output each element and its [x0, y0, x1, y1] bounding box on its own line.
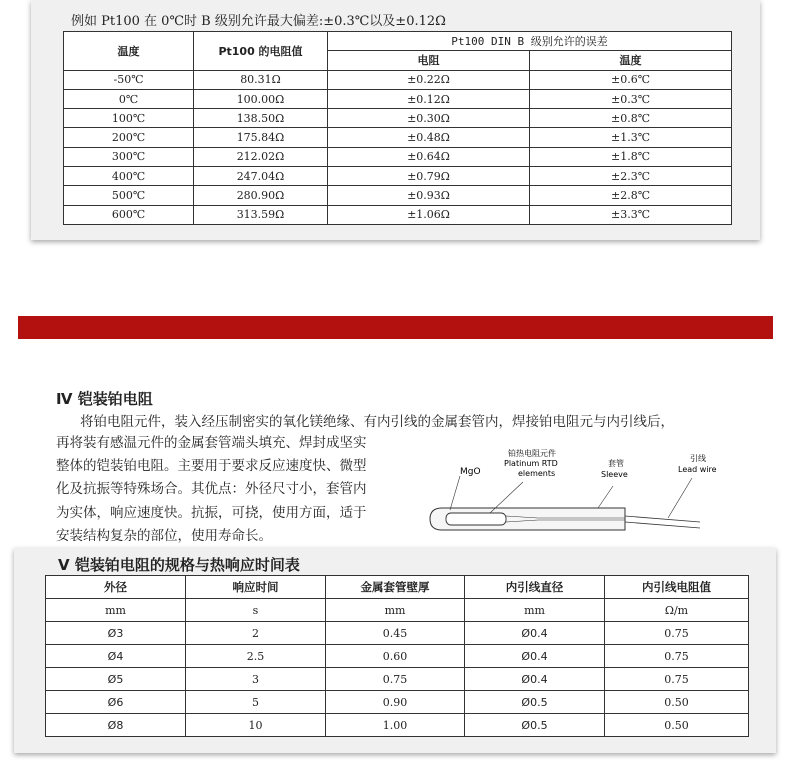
table-cell: 0.75 [326, 668, 465, 691]
table-cell: 175.84Ω [194, 128, 328, 147]
table-cell: ±0.64Ω [328, 147, 530, 166]
paragraph-line: 整体的铠装铂电阻。主要用于要求反应速度快、微型 [56, 458, 367, 475]
table-row [64, 167, 732, 186]
paragraph-line: 安装结构复杂的部位，使用寿命长。 [56, 527, 272, 544]
tolerance-card [31, 0, 760, 240]
table-cell: Ø4 [46, 645, 186, 668]
table-header-row [46, 576, 749, 599]
table-cell: 0.75 [605, 668, 749, 691]
section-divider-bar [18, 316, 773, 339]
section4-paragraph [56, 432, 406, 548]
table-cell: ±3.3℃ [530, 205, 732, 224]
tolerance-caption: 例如 Pt100 在 0℃时 B 级别允许最大偏差:±0.3℃以及±0.12Ω [71, 14, 446, 29]
unit-cell: mm [326, 599, 465, 622]
element-cn-label: 铂热电阻元件 [508, 449, 556, 458]
table-cell: Ø8 [46, 714, 186, 737]
table-cell: 1.00 [326, 714, 465, 737]
table-cell: ±0.93Ω [328, 186, 530, 205]
table-cell: 300℃ [64, 147, 194, 166]
table-cell: 280.90Ω [194, 186, 328, 205]
table-cell: 2.5 [186, 645, 326, 668]
table-cell: 500℃ [64, 186, 194, 205]
table-cell: Ø0.5 [465, 714, 605, 737]
table-cell: ±0.6℃ [530, 70, 732, 89]
header-response-time: 响应时间 [186, 576, 326, 599]
sleeve-cn-label: 套管 [608, 459, 624, 468]
tolerance-table [63, 31, 732, 225]
table-row [46, 622, 749, 645]
table-row [46, 645, 749, 668]
table-cell: 247.04Ω [194, 167, 328, 186]
table-row [46, 668, 749, 691]
lead-cn-label: 引线 [690, 454, 706, 463]
unit-cell: s [186, 599, 326, 622]
table-row [64, 89, 732, 108]
table-row [64, 147, 732, 166]
header-tolerance-group: Pt100 DIN B 级别允许的误差 [328, 32, 732, 51]
table-row [64, 70, 732, 89]
table-cell: 600℃ [64, 205, 194, 224]
table-cell: ±2.8℃ [530, 186, 732, 205]
section4-title: Ⅳ 铠装铂电阻 [56, 390, 153, 408]
table-cell: Ø0.4 [465, 645, 605, 668]
header-wall-thickness: 金属套管壁厚 [326, 576, 465, 599]
table-cell: ±0.12Ω [328, 89, 530, 108]
table-cell: ±0.3℃ [530, 89, 732, 108]
header-resistance: Pt100 的电阻值 [194, 32, 328, 71]
table-cell: 0.45 [326, 622, 465, 645]
table-row [64, 205, 732, 224]
specs-card [14, 548, 776, 753]
table-cell: 100.00Ω [194, 89, 328, 108]
table-row [46, 714, 749, 737]
table-cell: 0.90 [326, 691, 465, 714]
header-temp: 温度 [64, 32, 194, 71]
element-en2-label: elements [518, 469, 556, 478]
table-cell: 212.02Ω [194, 147, 328, 166]
table-cell: 0.60 [326, 645, 465, 668]
table-row [64, 128, 732, 147]
table-cell: Ø5 [46, 668, 186, 691]
table-cell: Ø6 [46, 691, 186, 714]
header-tol-resistance: 电阻 [328, 51, 530, 70]
sleeve-en-label: Sleeve [601, 470, 628, 479]
lead-en-label: Lead wire [678, 465, 717, 474]
table-cell: 5 [186, 691, 326, 714]
table-cell: ±1.3℃ [530, 128, 732, 147]
mgo-label: MgO [460, 467, 481, 477]
table-cell: 2 [186, 622, 326, 645]
unit-cell: mm [465, 599, 605, 622]
table-cell: 313.59Ω [194, 205, 328, 224]
table-cell: ±0.8℃ [530, 109, 732, 128]
table-cell: 3 [186, 668, 326, 691]
table-row [64, 186, 732, 205]
paragraph-line: 再将装有感温元件的金属套管端头填充、焊封成坚实 [56, 435, 367, 451]
table-header-row [64, 32, 732, 51]
table-cell: 0.50 [605, 691, 749, 714]
table-cell: 0.75 [605, 622, 749, 645]
header-tol-temp: 温度 [530, 51, 732, 70]
header-outer-diameter: 外径 [46, 576, 186, 599]
section5-title: Ⅴ 铠装铂电阻的规格与热响应时间表 [58, 556, 300, 574]
table-cell: 0℃ [64, 89, 194, 108]
table-cell: ±2.3℃ [530, 167, 732, 186]
paragraph-line: 化及抗振等特殊场合。其优点：外径尺寸小，套管内 [56, 481, 367, 498]
table-cell: 100℃ [64, 109, 194, 128]
table-cell: ±0.30Ω [328, 109, 530, 128]
lead-wire-shape [625, 516, 700, 528]
element-en1-label: Platinum RTD [504, 459, 558, 468]
table-cell: ±1.8℃ [530, 147, 732, 166]
section4-first-line: 将铂电阻元件，装入经压制密实的氧化镁绝缘、有内引线的金属套管内，焊接铂电阻元与内引线后， [80, 414, 674, 430]
specs-table [45, 575, 749, 737]
header-lead-diameter: 内引线直径 [465, 576, 605, 599]
lead-leader [668, 478, 692, 518]
table-cell: Ø0.4 [465, 622, 605, 645]
table-row [64, 109, 732, 128]
table-units-row [46, 599, 749, 622]
table-cell: 10 [186, 714, 326, 737]
table-cell: 0.50 [605, 714, 749, 737]
mgo-leader [450, 476, 460, 510]
table-cell: ±0.48Ω [328, 128, 530, 147]
table-cell: 400℃ [64, 167, 194, 186]
rtd-structure-diagram [428, 446, 717, 541]
table-cell: Ø0.5 [465, 691, 605, 714]
sleeve-leader [598, 486, 613, 508]
table-cell: -50℃ [64, 70, 194, 89]
unit-cell: mm [46, 599, 186, 622]
table-cell: 0.75 [605, 645, 749, 668]
header-lead-resistance: 内引线电阻值 [605, 576, 749, 599]
paragraph-line: 为实体，响应速度快。抗振，可挠，使用方面，适于 [56, 504, 367, 521]
table-cell: 80.31Ω [194, 70, 328, 89]
table-cell: Ø0.4 [465, 668, 605, 691]
platinum-element-shape [446, 513, 506, 525]
table-cell: 138.50Ω [194, 109, 328, 128]
table-row [46, 691, 749, 714]
table-cell: ±0.79Ω [328, 167, 530, 186]
unit-cell: Ω/m [605, 599, 749, 622]
table-cell: Ø3 [46, 622, 186, 645]
table-cell: 200℃ [64, 128, 194, 147]
table-cell: ±1.06Ω [328, 205, 530, 224]
table-cell: ±0.22Ω [328, 70, 530, 89]
